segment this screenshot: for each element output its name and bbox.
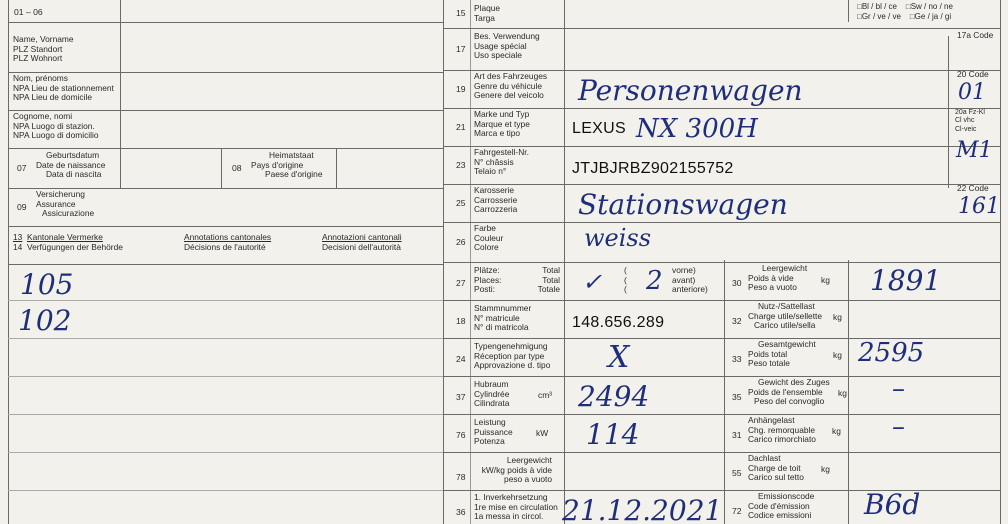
row-line bbox=[8, 148, 443, 149]
row-line bbox=[8, 110, 443, 111]
make-type-label: Marke und Typ Marque et type Marca e tipo bbox=[474, 109, 530, 139]
train-weight-unit: kg bbox=[838, 388, 847, 398]
train-weight-value: – bbox=[892, 374, 905, 404]
border-left bbox=[8, 0, 9, 524]
row-line bbox=[8, 22, 443, 23]
roof-load-unit: kg bbox=[821, 464, 830, 474]
payload-label: Nutz-/Sattellast Charge utile/sellette Carico utile/sella bbox=[748, 301, 823, 331]
power-to-weight-label: Leergewicht kW/kg poids à vide peso a vuoto bbox=[481, 455, 552, 485]
insurance-label: Versicherung Assurance Assicurazione bbox=[36, 189, 95, 219]
field-num-24: 24 bbox=[456, 354, 466, 364]
ruled-line bbox=[8, 338, 443, 339]
empty-weight-unit: kg bbox=[821, 275, 830, 285]
type-approval-label: Typengenehmigung Réception par type Approvazione d. tipo bbox=[474, 341, 551, 371]
row-line bbox=[443, 376, 1000, 377]
master-number-label: Stammnummer N° matricule N° di matricola bbox=[474, 303, 532, 333]
displacement-value: 2494 bbox=[578, 380, 650, 413]
field-num-76: 76 bbox=[456, 430, 466, 440]
row-line bbox=[443, 262, 1000, 263]
row-line bbox=[8, 264, 443, 265]
cantonal-annotations-it: Annotazioni cantonali Decisioni dell'autorità bbox=[322, 232, 402, 252]
towing-load-unit: kg bbox=[832, 426, 841, 436]
power-unit: kW bbox=[536, 428, 549, 438]
field-num-23: 23 bbox=[456, 160, 466, 170]
code-20-value: 01 bbox=[958, 80, 986, 105]
field-num-25: 25 bbox=[456, 198, 466, 208]
ruled-line bbox=[8, 376, 443, 377]
field-num-36: 36 bbox=[456, 507, 466, 517]
special-use-label: Bes. Verwendung Usage spécial Uso speciale bbox=[474, 31, 540, 61]
seats-label: Plätze: Places: Posti: bbox=[474, 265, 502, 295]
plate-label: Plaque Targa bbox=[474, 3, 501, 23]
field-num-26: 26 bbox=[456, 237, 466, 247]
empty-weight-label: Leergewicht Poids à vide Peso a vuoto bbox=[748, 263, 808, 293]
vehicle-type-label: Art des Fahrzeuges Genre du véhicule Genere del veicolo bbox=[474, 71, 548, 101]
owner-name-label-it: Cognome, nomi NPA Luogo di stazion. NPA Luogo di domicilio bbox=[13, 111, 99, 141]
row-line bbox=[443, 28, 1000, 29]
origin-label: Heimatstaat Pays d'origine Paese d'origine bbox=[251, 150, 323, 180]
chassis-label: Fahrgestell-Nr. N° châssis Telaio n° bbox=[474, 147, 529, 177]
left-sub-line bbox=[221, 148, 222, 188]
body-value: Stationswagen bbox=[578, 188, 788, 221]
code-22-value: 161 bbox=[958, 194, 1000, 219]
left-label-line bbox=[120, 0, 121, 188]
code-22-label: 22 Code bbox=[957, 183, 989, 193]
cantonal-remarks-label: 13 Kantonale Vermerke 14 Verfügungen der Behörde bbox=[13, 232, 123, 252]
ruled-line bbox=[8, 414, 443, 415]
make-typed: LEXUS bbox=[572, 120, 626, 137]
field-num-07: 07 bbox=[17, 163, 27, 173]
field-num-31: 31 bbox=[732, 430, 742, 440]
field-num-32: 32 bbox=[732, 316, 742, 326]
birth-date-label: Geburtsdatum Date de naissance Data di nascita bbox=[36, 150, 106, 180]
displacement-unit: cm³ bbox=[538, 390, 552, 400]
total-weight-value: 2595 bbox=[858, 338, 925, 368]
field-num-08: 08 bbox=[232, 163, 242, 173]
towing-load-label: Anhängelast Chg. remorquable Carico rimorchiato bbox=[748, 415, 816, 445]
seats-total-value: ✓ bbox=[582, 268, 603, 296]
vehicle-class-value: M1 bbox=[956, 138, 993, 163]
master-number: 148.656.289 bbox=[572, 314, 665, 331]
border-right bbox=[1000, 0, 1001, 524]
section-header: 01 – 06 bbox=[14, 7, 43, 17]
first-registration-label: 1. Inverkehrsetzung 1re mise en circulation 1a messa in circol. bbox=[474, 492, 558, 522]
roof-load-label: Dachlast Charge de toit Carico sul tetto bbox=[748, 453, 804, 483]
cantonal-annotations-fr: Annotations cantonales Décisions de l'autorité bbox=[184, 232, 272, 252]
color-code-line bbox=[848, 0, 849, 22]
field-num-30: 30 bbox=[732, 278, 742, 288]
field-num-37: 37 bbox=[456, 392, 466, 402]
type-approval-value: X bbox=[608, 340, 630, 375]
power-value: 114 bbox=[586, 418, 640, 451]
power-label: Leistung Puissance Potenza bbox=[474, 417, 513, 447]
row-line bbox=[8, 226, 443, 227]
field-num-72: 72 bbox=[732, 506, 742, 516]
field-num-27: 27 bbox=[456, 278, 466, 288]
vehicle-class-label: 20a Fz-Kl Cl vhc Cl-veic bbox=[955, 109, 985, 133]
towing-load-value: – bbox=[892, 412, 905, 442]
displacement-label: Hubraum Cylindrée Cilindrata bbox=[474, 379, 510, 409]
emission-code-label: Emissionscode Code d'émission Codice emissioni bbox=[748, 491, 815, 521]
ruled-line bbox=[8, 452, 443, 453]
seats-front-value: 2 bbox=[646, 266, 663, 296]
handwritten-remark-2: 102 bbox=[18, 304, 72, 337]
seats-front-label: vorne) avant) anteriore) bbox=[672, 265, 708, 295]
ruled-line bbox=[8, 490, 443, 491]
field-num-78: 78 bbox=[456, 472, 466, 482]
chassis-number: JTJBJRBZ902155752 bbox=[572, 160, 734, 177]
color-code-options: □Bl / bl / ce □Sw / no / ne □Gr / ve / ve □Ge / ja / gi bbox=[857, 2, 953, 21]
total-weight-label: Gesamtgewicht Poids total Peso totale bbox=[748, 339, 816, 369]
payload-unit: kg bbox=[833, 312, 842, 322]
field-num-19: 19 bbox=[456, 84, 466, 94]
train-weight-label: Gewicht des Zuges Poids de l'ensemble Peso del convoglio bbox=[748, 377, 830, 407]
seats-total-label: Total Total Totale bbox=[537, 265, 560, 295]
field-num-15: 15 bbox=[456, 8, 466, 18]
left-sub-line-2 bbox=[336, 148, 337, 188]
row-line bbox=[8, 72, 443, 73]
field-num-17: 17 bbox=[456, 44, 466, 54]
code-20-label: 20 Code bbox=[957, 69, 989, 79]
row-line bbox=[443, 222, 1000, 223]
color-label: Farbe Couleur Colore bbox=[474, 223, 504, 253]
seats-paren: ( ( ( bbox=[624, 265, 627, 295]
code-column-line bbox=[948, 36, 949, 188]
row-line bbox=[443, 452, 1000, 453]
emission-code-value: B6d bbox=[864, 488, 921, 521]
row-line bbox=[443, 414, 1000, 415]
field-num-21: 21 bbox=[456, 122, 466, 132]
field-num-35: 35 bbox=[732, 392, 742, 402]
field-num-09: 09 bbox=[17, 202, 27, 212]
total-weight-unit: kg bbox=[833, 350, 842, 360]
vehicle-type-value: Personenwagen bbox=[578, 74, 803, 107]
field-num-33: 33 bbox=[732, 354, 742, 364]
handwritten-remark-1: 105 bbox=[20, 268, 74, 301]
owner-name-label-fr: Nom, prénoms NPA Lieu de stationnement NPA Lieu de domicile bbox=[13, 73, 114, 103]
row-line bbox=[443, 300, 1000, 301]
field-num-18: 18 bbox=[456, 316, 466, 326]
body-label: Karosserie Carrosserie Carrozzeria bbox=[474, 185, 518, 215]
empty-weight-value: 1891 bbox=[870, 264, 942, 297]
model-handwritten: NX 300H bbox=[636, 114, 758, 144]
row-line bbox=[443, 184, 1000, 185]
first-registration-value: 21.12.2021 bbox=[562, 494, 723, 524]
code-17a-label: 17a Code bbox=[957, 30, 994, 40]
owner-name-label: Name, Vorname PLZ Standort PLZ Wohnort bbox=[13, 34, 74, 64]
color-value: weiss bbox=[584, 224, 652, 252]
field-num-55: 55 bbox=[732, 468, 742, 478]
